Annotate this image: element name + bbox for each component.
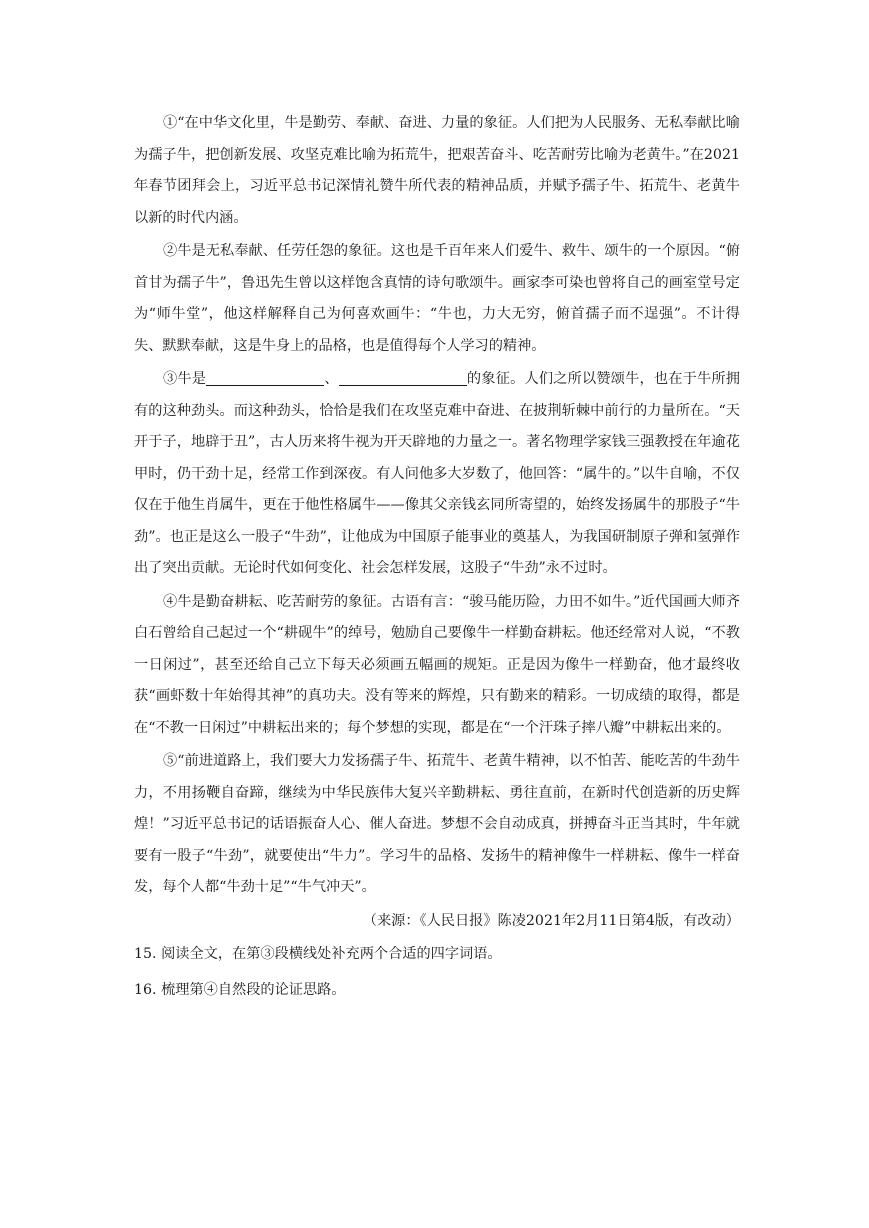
paragraph-1: ①“在中华文化里，牛是勤劳、奉献、奋进、力量的象征。人们把为人民服务、无私奉献比喻为孺子牛，把创新发展、攻坚克难比喻为拓荒牛，把艰苦奋斗、吃苦耐劳比喻为老黄牛。”在2021年春节团拜会上，习近平总书记深情礼赞牛所代表的精神品质，并赋予孺子牛、拓荒牛、老黄牛以新的时代内涵。 <box>134 115 740 226</box>
paragraph-3-start: ③牛是 <box>163 371 207 387</box>
answer-blank-1[interactable] <box>206 367 324 386</box>
paragraph-2: ②牛是无私奉献、任劳任怨的象征。这也是千百年来人们爱牛、救牛、颂牛的一个原因。“俯首甘为孺子牛”，鲁迅先生曾以这样饱含真情的诗句歌颂牛。画家李可染也曾将自己的画室堂号定为“师牛堂”，他这样解释自己为何喜欢画牛：“牛也，力大无穷，俯首孺子而不逞强”。不计得失、默默奉献，这是牛身上的品格，也是值得每个人学习的精神。 <box>134 243 740 354</box>
question-16: 16. 梳理第④自然段的论证思路。 <box>134 981 346 998</box>
source-citation: （来源：《人民日报》陈凌2021年2月11日第4版，有改动） <box>362 912 740 929</box>
paragraph-5: ⑤“前进道路上，我们要大力发扬孺子牛、拓荒牛、老黄牛精神，以不怕苦、能吃苦的牛劲牛力，不用扬鞭自奋蹄，继续为中华民族伟大复兴辛勤耕耘、勇往直前，在新时代创造新的历史辉煌！”习近平总书记的话语振奋人心、催人奋进。梦想不会自动成真，拼搏奋斗正当其时，牛年就要有一股子“牛劲”，就要使出“牛力”。学习牛的品格、发扬牛的精神像牛一样耕耘、像牛一样奋发，每个人都“牛劲十足”“牛气冲天”。 <box>134 753 740 895</box>
document-page <box>134 108 740 1010</box>
paragraph-3-rest: 的象征。人们之所以赞颂牛，也在于牛所拥有的这种劲头。而这种劲头，恰恰是我们在攻坚克难中奋进、在披荆斩棘中前行的力量所在。“天开于子，地辟于丑”，古人历来将牛视为开天辟地的力量之一。著名物理学家钱三强教授在年逾花甲时，仍干劲十足，经常工作到深夜。有人问他多大岁数了，他回答：“属牛的。”以牛自喻，不仅仅在于他生肖属牛，更在于他性格属牛——像其父亲钱玄同所寄望的，始终发扬属牛的那股子“牛劲”。也正是这么一股子“牛劲”，让他成为中国原子能事业的奠基人，为我国研制原子弹和氢弹作出了突出贡献。无论时代如何变化、社会怎样发展，这股子“牛劲”永不过时。 <box>134 371 740 576</box>
answer-blank-2[interactable] <box>339 367 467 386</box>
paragraph-4: ④牛是勤奋耕耘、吃苦耐劳的象征。古语有言：“骏马能历险，力田不如牛。”近代国画大师齐白石曾给自己起过一个“耕砚牛”的绰号，勉励自己要像牛一样勤奋耕耘。他还经常对人说，“不教一日闲过”，甚至还给自己立下每天必须画五幅画的规矩。正是因为像牛一样勤奋，他才最终收获“画虾数十年始得其神”的真功夫。没有等来的辉煌，只有勤来的精彩。一切成绩的取得，都是在“不教一日闲过”中耕耘出来的；每个梦想的实现，都是在“一个汗珠子摔八瓣”中耕耘出来的。 <box>134 593 740 736</box>
paragraph-3 <box>134 364 740 585</box>
question-15: 15. 阅读全文，在第③段横线处补充两个合适的四字词语。 <box>134 946 502 962</box>
blank-separator: 、 <box>324 371 339 387</box>
